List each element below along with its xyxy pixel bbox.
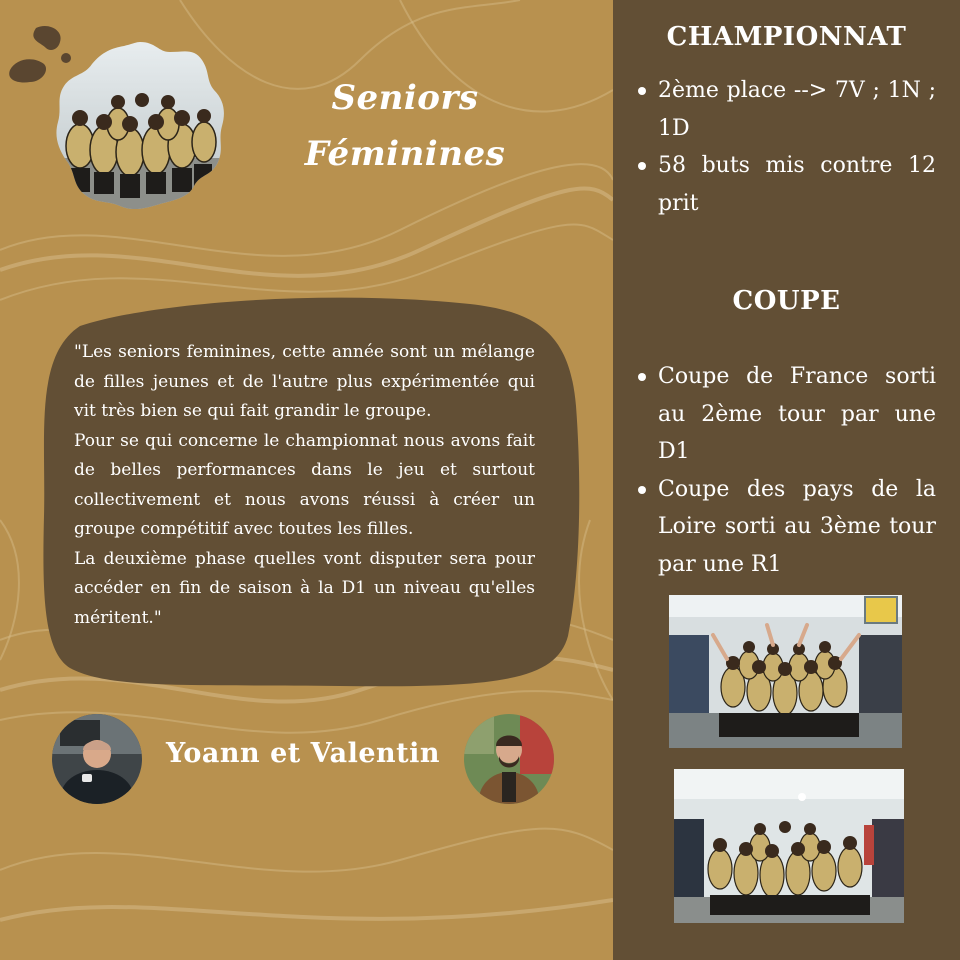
quote-paragraph-3: La deuxième phase quelles vont disputer sera pour accéder en fin de saison à la D1 un niveau qu'elles méritent." (74, 548, 535, 628)
page-title (270, 70, 540, 182)
coach-quote (74, 338, 535, 633)
team-photo-locker-room-1 (669, 595, 902, 748)
championnat-list (636, 72, 936, 222)
championnat-item: 58 buts mis contre 12 prit (636, 147, 936, 222)
coach-avatar-yoann (52, 714, 142, 804)
coupe-item: Coupe des pays de la Loire sorti au 3ème tour par une R1 (636, 471, 936, 584)
championnat-item: 2ème place --> 7V ; 1N ; 1D (636, 72, 936, 147)
team-photo-locker-room-2 (674, 769, 904, 923)
coach-avatar-valentin (464, 714, 554, 804)
championnat-heading: CHAMPIONNAT (666, 22, 907, 52)
quote-paragraph-2: Pour se qui concerne le championnat nous avons fait de belles performances dans le jeu et surtout collectivement et nous avons réussi à créer un groupe compétitif avec toutes les filles. (74, 430, 535, 539)
title-line-2: Féminines (304, 134, 506, 174)
title-line-1: Seniors (331, 78, 479, 118)
team-photo-top (52, 38, 228, 214)
coach-names: Yoann et Valentin (165, 738, 441, 769)
coupe-item: Coupe de France sorti au 2ème tour par une D1 (636, 358, 936, 471)
coupe-heading: COUPE (732, 286, 841, 316)
coupe-list (636, 358, 936, 583)
quote-paragraph-1: "Les seniors feminines, cette année sont un mélange de filles jeunes et de l'autre plus expérimentée qui vit très bien se qui fait grandir le groupe. (74, 342, 535, 421)
